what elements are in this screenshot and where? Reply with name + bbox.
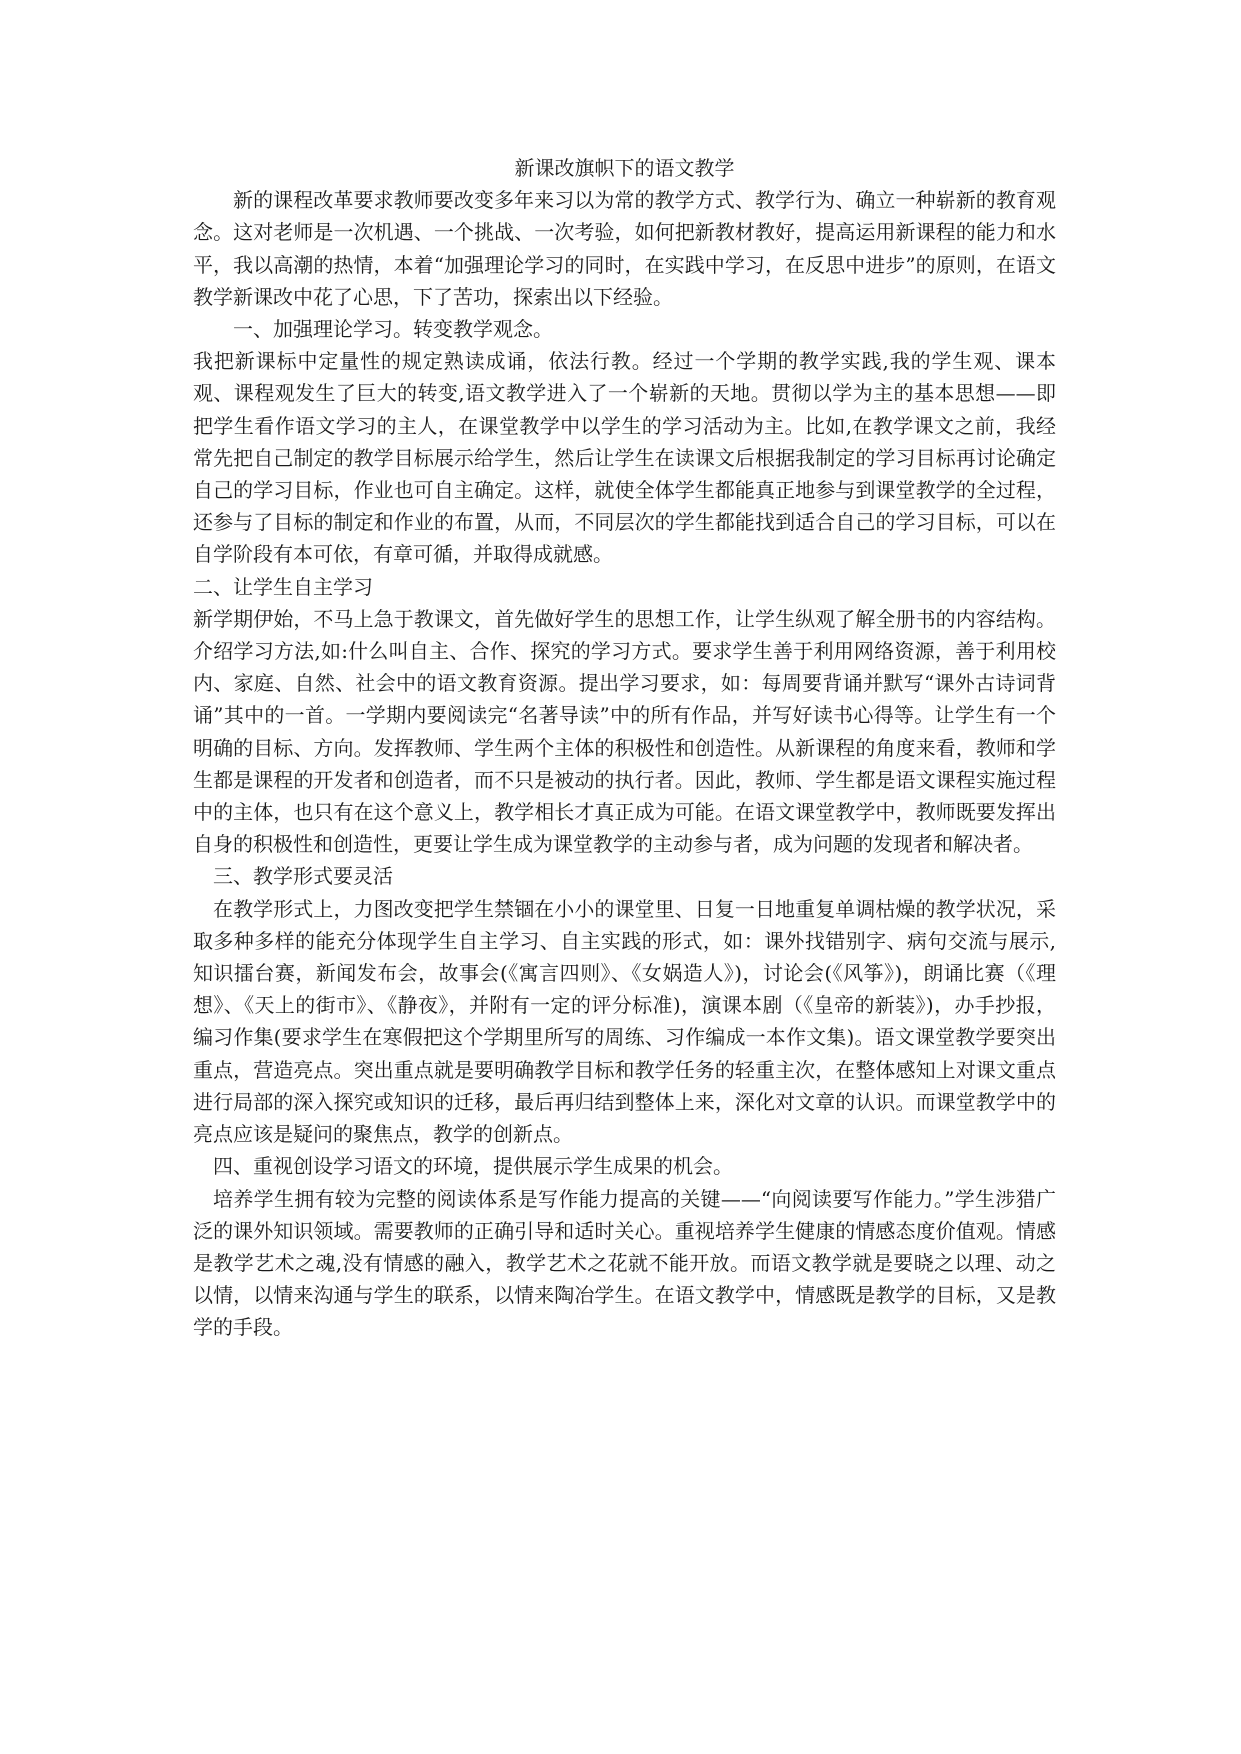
document-page [193,152,1056,1344]
section2-paragraph: 新学期伊始，不马上急于教课文，首先做好学生的思想工作，让学生纵观了解全册书的内容结构。介绍学习方法,如:什么叫自主、合作、探究的学习方式。要求学生善于利用网络资源，善于利用校内、家庭、自然、社会中的语文教育资源。提出学习要求，如：每周要背诵并默写“课外古诗词背诵”其中的一首。一学期内要阅读完“名著导读”中的所有作品，并写好读书心得等。让学生有一个明确的目标、方向。发挥教师、学生两个主体的积极性和创造性。从新课程的角度来看，教师和学生都是课程的开发者和创造者，而不只是被动的执行者。因此，教师、学生都是语文课程实施过程中的主体，也只有在这个意义上，教学相长才真正成为可能。在语文课堂教学中，教师既要发挥出自身的积极性和创造性，更要让学生成为课堂教学的主动参与者，成为问题的发现者和解决者。 [193,606,1056,857]
section4-paragraph: 培养学生拥有较为完整的阅读体系是写作能力提高的关键——“向阅读要写作能力。”学生涉猎广泛的课外知识领域。需要教师的正确引导和适时关心。重视培养学生健康的情感态度价值观。情感是教学艺术之魂,没有情感的融入，教学艺术之花就不能开放。而语文教学就是要晓之以理、动之以情，以情来沟通与学生的联系，以情来陶冶学生。在语文教学中，情感既是教学的目标，又是教学的手段。 [193,1186,1056,1340]
document-title: 新课改旗帜下的语文教学 [514,156,735,180]
section3-heading: 三、教学形式要灵活 [213,864,393,889]
section3-paragraph: 在教学形式上，力图改变把学生禁锢在小小的课堂里、日复一日地重复单调枯燥的教学状况，采取多种多样的能充分体现学生自主学习、自主实践的形式，如：课外找错别字、病句交流与展示,知识擂台赛，新闻发布会，故事会(《寓言四则》、《女娲造人》)，讨论会(《风筝》)，朗诵比赛（《理想》、《天上的街市》、《静夜》，并附有一定的评分标准)，演课本剧（《皇帝的新装》)，办手抄报，编习作集(要求学生在寒假把这个学期里所写的周练、习作编成一本作文集)。语文课堂教学要突出重点，营造亮点。突出重点就是要明确教学目标和教学任务的轻重主次，在整体感知上对课文重点进行局部的深入探究或知识的迁移，最后再归结到整体上来，深化对文章的认识。而课堂教学中的亮点应该是疑问的聚焦点，教学的创新点。 [193,896,1056,1147]
section2-heading: 二、让学生自主学习 [193,574,373,599]
section1-heading: 一、加强理论学习。转变教学观念。 [233,317,553,342]
section1-paragraph: 我把新课标中定量性的规定熟读成诵，依法行教。经过一个学期的教学实践,我的学生观、课本观、课程观发生了巨大的转变,语文教学进入了一个崭新的天地。贯彻以学为主的基本思想——即把学生看作语文学习的主人，在课堂教学中以学生的学习活动为主。比如,在教学课文之前，我经常先把自己制定的教学目标展示给学生，然后让学生在读课文后根据我制定的学习目标再讨论确定自己的学习目标，作业也可自主确定。这样，就使全体学生都能真正地参与到课堂教学的全过程，还参与了目标的制定和作业的布置，从而，不同层次的学生都能找到适合自己的学习目标，可以在自学阶段有本可依，有章可循，并取得成就感。 [193,349,1056,567]
intro-paragraph: 新的课程改革要求教师要改变多年来习以为常的教学方式、教学行为、确立一种崭新的教育观念。这对老师是一次机遇、一个挑战、一次考验，如何把新教材教好，提高运用新课程的能力和水平，我以高潮的热情，本着“加强理论学习的同时，在实践中学习，在反思中进步”的原则，在语文教学新课改中花了心思，下了苦功，探索出以下经验。 [193,188,1056,309]
section4-heading: 四、重视创设学习语文的环境，提供展示学生成果的机会。 [213,1154,733,1179]
